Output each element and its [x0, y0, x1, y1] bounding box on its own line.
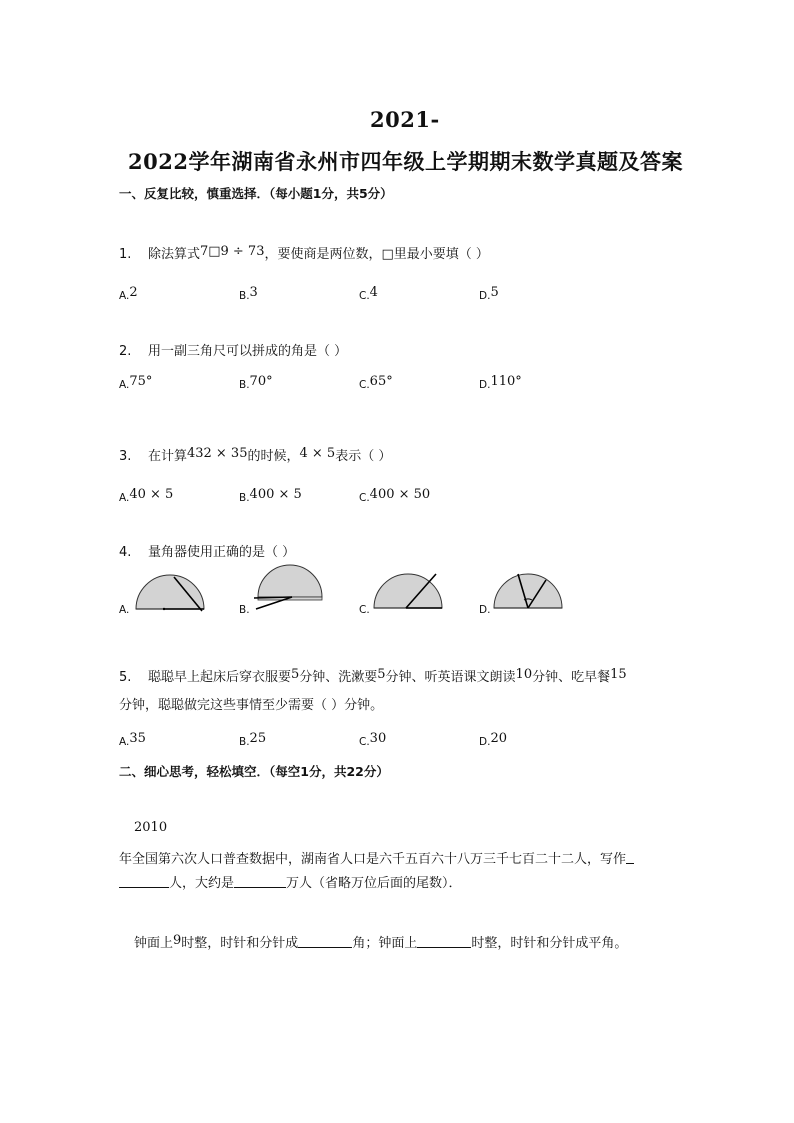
question-number: 1. — [119, 247, 132, 262]
option-b[interactable] — [239, 602, 250, 617]
option-c[interactable] — [359, 285, 378, 303]
math-expression: 7□9 ÷ 73 — [199, 244, 265, 259]
fill-text: 角；钟面上 — [352, 936, 418, 951]
option-c[interactable] — [359, 487, 430, 505]
number-value: 9 — [173, 933, 182, 948]
option-d[interactable] — [479, 374, 522, 392]
question-text: ，要使商是两位数，□里最小要填（ ） — [264, 247, 489, 262]
question-text: 聪聪早上起床后穿衣服要 — [147, 670, 291, 685]
number-value: 5 — [377, 667, 386, 682]
question-number: 3. — [119, 449, 132, 464]
option-c[interactable] — [359, 731, 386, 749]
question-text: 除法算式 — [147, 247, 200, 262]
option-letter: A. — [119, 492, 130, 504]
option-value: 30 — [369, 731, 387, 746]
option-value: 400 × 50 — [369, 487, 431, 502]
protractor-figure-c — [370, 570, 450, 615]
number-value: 10 — [515, 667, 533, 682]
answer-blank[interactable] — [119, 875, 169, 888]
math-expression: 432 × 35 — [186, 446, 248, 461]
option-a[interactable] — [119, 374, 152, 392]
option-b[interactable] — [239, 731, 266, 749]
fill-text: 时整，时针和分针成 — [181, 936, 299, 951]
option-value: 35 — [129, 731, 146, 746]
question-text: 分钟、吃早餐 — [532, 670, 611, 685]
option-letter: A. — [119, 379, 130, 391]
option-value: 25 — [249, 731, 267, 746]
option-b[interactable] — [239, 285, 258, 303]
option-a[interactable] — [119, 602, 129, 617]
fill-1-line-2 — [119, 872, 462, 891]
option-letter: D. — [479, 604, 491, 616]
number-value: 5 — [290, 667, 300, 682]
option-value: 70° — [249, 374, 273, 389]
fill-text: 年全国第六次人口普查数据中，湖南省人口是六千五百六十八万三千七百二十二人，写作 — [119, 852, 627, 867]
option-value: 2 — [129, 285, 138, 300]
option-letter: A. — [119, 736, 130, 748]
question-1 — [119, 243, 489, 262]
option-letter: C. — [359, 736, 370, 748]
answer-blank[interactable] — [234, 875, 286, 888]
option-a[interactable] — [119, 487, 173, 505]
answer-blank[interactable] — [417, 935, 471, 948]
section-2-heading: 二、细心思考，轻松填空．（每空1分，共22分） — [119, 764, 389, 779]
option-letter: B. — [239, 379, 250, 391]
answer-blank[interactable] — [626, 851, 634, 864]
question-text: 表示（ ） — [335, 449, 392, 464]
option-value: 75° — [129, 374, 153, 389]
question-number: 5. — [119, 670, 132, 685]
question-2 — [119, 340, 347, 359]
option-value: 4 — [369, 285, 378, 300]
question-4 — [119, 541, 295, 560]
answer-blank[interactable] — [298, 935, 352, 948]
question-5 — [119, 666, 627, 685]
option-value: 400 × 5 — [249, 487, 302, 502]
title-line-1: 2021- — [370, 107, 440, 132]
protractor-figure-d — [490, 570, 570, 615]
option-d[interactable] — [479, 731, 507, 749]
option-value: 40 × 5 — [129, 487, 174, 502]
option-value: 65° — [369, 374, 393, 389]
option-letter: D. — [479, 736, 491, 748]
fill-text: 人，大约是 — [169, 876, 235, 891]
fill-1-line-1 — [119, 848, 634, 867]
number-value: 15 — [610, 667, 627, 682]
option-letter: C. — [359, 290, 370, 302]
option-letter: C. — [359, 604, 370, 616]
option-letter: C. — [359, 379, 370, 391]
option-letter: B. — [239, 492, 250, 504]
question-text: 分钟、听英语课文朗读 — [385, 670, 516, 685]
question-number: 2. — [119, 344, 132, 359]
option-letter: B. — [239, 604, 250, 616]
option-d[interactable] — [479, 602, 490, 617]
question-text: 的时候， — [247, 449, 300, 464]
question-text: 分钟、洗漱要 — [299, 670, 378, 685]
fill-text: 时整，时针和分针成平角。 — [471, 936, 628, 951]
option-b[interactable] — [239, 374, 273, 392]
option-value: 3 — [249, 285, 258, 300]
protractor-figure-a — [130, 575, 210, 615]
math-expression: 4 × 5 — [299, 446, 336, 461]
fill-2 — [134, 932, 627, 951]
fill-text: 钟面上 — [134, 936, 174, 951]
protractor-figure-b — [250, 565, 330, 615]
fill-1-year: 2010 — [134, 820, 168, 835]
option-letter: D. — [479, 379, 491, 391]
option-d[interactable] — [479, 285, 499, 303]
question-3 — [119, 445, 391, 464]
question-text: 用一副三角尺可以拼成的角是（ ） — [147, 344, 348, 359]
fill-text: 万人（省略万位后面的尾数）． — [286, 876, 462, 891]
option-letter: B. — [239, 736, 250, 748]
option-letter: A. — [119, 604, 130, 616]
option-letter: B. — [239, 290, 250, 302]
option-a[interactable] — [119, 285, 138, 303]
option-letter: D. — [479, 290, 491, 302]
option-b[interactable] — [239, 487, 302, 505]
option-value: 5 — [490, 285, 499, 300]
option-value: 110° — [490, 374, 522, 389]
question-5-line-2: 分钟，聪聪做完这些事情至少需要（ ）分钟。 — [119, 698, 384, 713]
option-a[interactable] — [119, 731, 146, 749]
option-value: 20 — [490, 731, 507, 746]
option-c[interactable] — [359, 374, 393, 392]
question-number: 4. — [119, 545, 132, 560]
option-c[interactable] — [359, 602, 370, 617]
question-text: 在计算 — [147, 449, 187, 464]
title-line-2: 2022学年湖南省永州市四年级上学期期末数学真题及答案 — [128, 149, 683, 174]
option-letter: C. — [359, 492, 370, 504]
question-text: 量角器使用正确的是（ ） — [147, 545, 296, 560]
section-1-heading: 一、反复比较，慎重选择．（每小题1分，共5分） — [119, 186, 393, 201]
option-letter: A. — [119, 290, 130, 302]
